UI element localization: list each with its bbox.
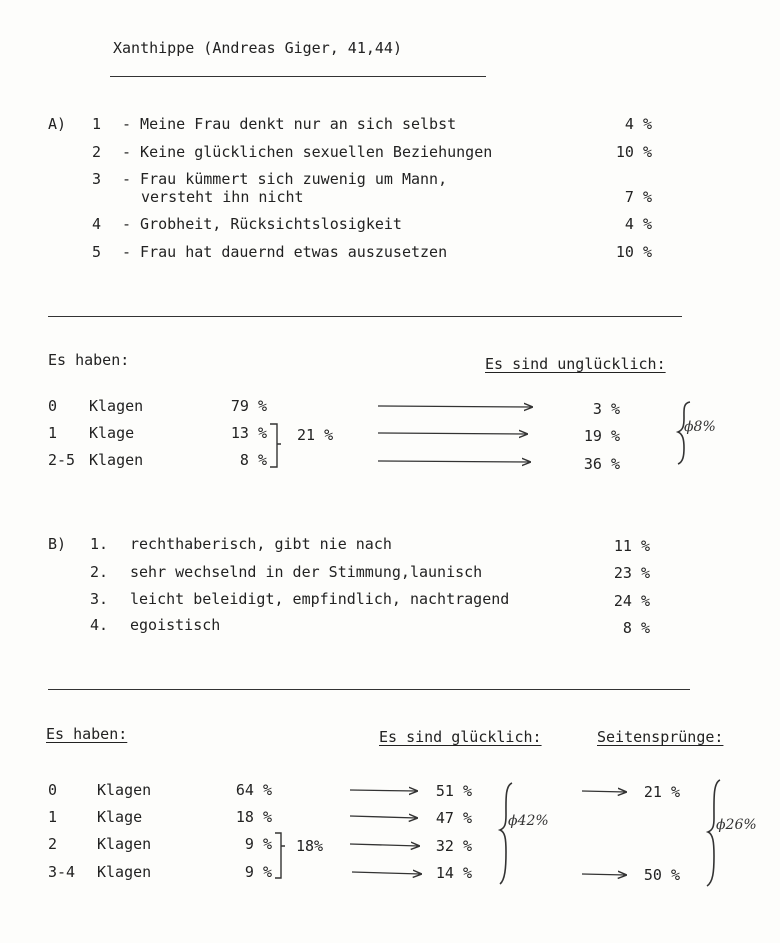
- divider: [48, 316, 682, 317]
- average-affair-note: ϕ26%: [716, 817, 757, 833]
- unhappy-percent: 36 %: [583, 455, 620, 473]
- affair-percent: 21 %: [643, 783, 680, 801]
- group-percent: 21 %: [297, 426, 334, 444]
- item-number: 4: [92, 215, 102, 233]
- item-text: - Frau hat dauernd etwas auszusetzen: [122, 243, 448, 261]
- average-happy-note: ϕ42%: [508, 813, 549, 829]
- item-text: - Meine Frau denkt nur an sich selbst: [122, 115, 457, 133]
- item-percent: 4 %: [624, 115, 652, 133]
- happy-percent: 51 %: [435, 782, 472, 800]
- complaint-percent: 18 %: [235, 808, 272, 826]
- complaint-count: 2-5: [48, 451, 76, 469]
- item-text: - Frau kümmert sich zuwenig um Mann,: [122, 170, 448, 188]
- unhappy-percent: 3 %: [592, 400, 620, 418]
- item-percent: 10 %: [615, 243, 652, 261]
- complaint-count: 1: [48, 424, 58, 442]
- complaint-count: 2: [48, 835, 58, 853]
- complaint-label: Klagen: [89, 397, 144, 415]
- complaint-percent: 8 %: [239, 451, 267, 469]
- item-text: - Grobheit, Rücksichtslosigkeit: [122, 215, 402, 233]
- arrow: [350, 790, 417, 791]
- happy-percent: 47 %: [435, 809, 472, 827]
- item-text: egoistisch: [130, 616, 221, 634]
- item-percent: 8 %: [622, 619, 650, 637]
- section-a-label: A): [48, 115, 67, 133]
- complaint-percent: 79 %: [230, 397, 267, 415]
- arrow: [350, 844, 419, 846]
- arrow: [582, 874, 626, 875]
- arrow: [378, 406, 532, 407]
- item-number: 3: [92, 170, 102, 188]
- item-number: 1.: [90, 535, 109, 553]
- complaint-count: 0: [48, 781, 58, 799]
- arrow: [378, 433, 527, 434]
- complaint-percent: 13 %: [230, 424, 267, 442]
- complaint-label: Klagen: [97, 781, 152, 799]
- complaint-percent: 9 %: [244, 863, 272, 881]
- happy-percent: 14 %: [435, 864, 472, 882]
- item-number: 1: [92, 115, 102, 133]
- complaint-count: 3-4: [48, 863, 76, 881]
- item-percent: 10 %: [615, 143, 652, 161]
- stats-b-header-left: Es haben:: [46, 725, 128, 743]
- arrow: [350, 816, 417, 818]
- arrow: [378, 461, 530, 462]
- complaint-label: Klagen: [89, 451, 144, 469]
- complaint-count: 1: [48, 808, 58, 826]
- item-number: 4.: [90, 616, 109, 634]
- complaint-label: Klagen: [97, 863, 152, 881]
- curly-brace: [500, 783, 512, 884]
- group-bracket: [275, 833, 285, 878]
- group-percent: 18%: [296, 837, 324, 855]
- item-text: rechthaberisch, gibt nie nach: [130, 535, 392, 553]
- stats-a-header-right: Es sind unglücklich:: [485, 355, 666, 373]
- item-percent: 7 %: [624, 188, 652, 206]
- stats-b-header-right: Seitensprünge:: [597, 728, 724, 746]
- item-number: 5: [92, 243, 102, 261]
- arrow: [352, 872, 421, 874]
- complaint-percent: 64 %: [235, 781, 272, 799]
- happy-percent: 32 %: [435, 837, 472, 855]
- item-percent: 24 %: [613, 592, 650, 610]
- stats-a-header-left: Es haben:: [48, 351, 130, 369]
- item-percent: 4 %: [624, 215, 652, 233]
- item-text: sehr wechselnd in der Stimmung,launisch: [130, 563, 483, 581]
- average-note: ϕ8%: [684, 419, 716, 435]
- complaint-label: Klage: [89, 424, 135, 442]
- stats-b-header-mid: Es sind glücklich:: [379, 728, 542, 746]
- item-percent: 23 %: [613, 564, 650, 582]
- item-text-continued: versteht ihn nicht: [141, 188, 304, 206]
- unhappy-percent: 19 %: [583, 427, 620, 445]
- complaint-percent: 9 %: [244, 835, 272, 853]
- item-number: 2: [92, 143, 102, 161]
- item-number: 2.: [90, 563, 109, 581]
- section-b-label: B): [48, 535, 67, 553]
- complaint-count: 0: [48, 397, 58, 415]
- document-title: Xanthippe (Andreas Giger, 41,44): [113, 39, 402, 57]
- group-bracket: [270, 424, 281, 467]
- item-text: - Keine glücklichen sexuellen Beziehungen: [122, 143, 493, 161]
- arrow: [582, 791, 626, 792]
- divider: [48, 689, 690, 690]
- item-text: leicht beleidigt, empfindlich, nachtragend: [130, 590, 510, 608]
- title-underline: [110, 76, 486, 77]
- affair-percent: 50 %: [643, 866, 680, 884]
- complaint-label: Klagen: [97, 835, 152, 853]
- item-percent: 11 %: [613, 537, 650, 555]
- complaint-label: Klage: [97, 808, 143, 826]
- item-number: 3.: [90, 590, 109, 608]
